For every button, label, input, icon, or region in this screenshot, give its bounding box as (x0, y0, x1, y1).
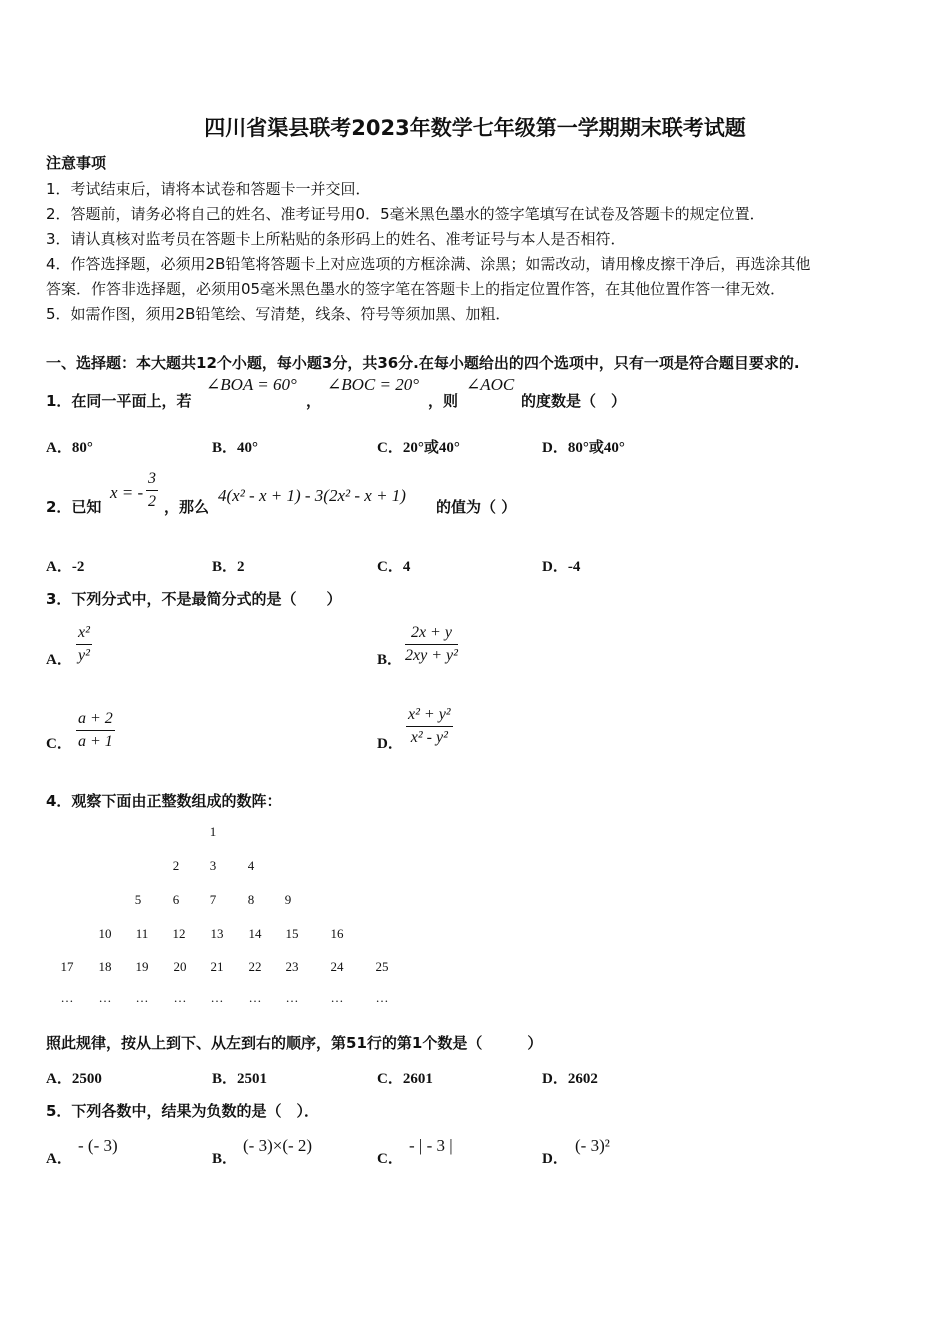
q5-expr-a: - (- 3) (78, 1136, 118, 1155)
q3-a-num: x² (76, 624, 92, 645)
page-title: 四川省渠县联考2023年数学七年级第一学期期末联考试题 (204, 116, 746, 140)
q3-label-a: A． (46, 652, 72, 668)
triangle-number: 11 (135, 926, 149, 941)
q5-label-d: D． (542, 1151, 568, 1167)
q5-expr-c: - | - 3 | (409, 1136, 453, 1155)
q3-fraction-a (76, 624, 92, 665)
triangle-number: 15 (285, 926, 299, 941)
q3-label-c: C． (46, 736, 72, 752)
q2-expression: 4(x² - x + 1) - 3(2x² - x + 1) (218, 486, 406, 505)
q3-d-den: x² - y² (410, 729, 448, 746)
triangle-number: 4 (247, 858, 255, 873)
q5-label-b: B． (212, 1151, 238, 1167)
triangle-number: 2 (172, 858, 180, 873)
q3-b-num: 2x + y (405, 624, 458, 645)
q2-option-c: C．4 (377, 559, 411, 575)
notice-item: 4．作答选择题，必须用2B铅笔将答题卡上对应选项的方框涂满、涂黑；如需改动，请用橡皮擦干净后，再选涂其他 (46, 255, 811, 273)
q3-a-den: y² (78, 647, 90, 664)
triangle-number: 21 (210, 959, 224, 974)
triangle-number: 22 (248, 959, 262, 974)
notice-item: 2．答题前，请务必将自己的姓名、准考证号用0．5毫米黑色墨水的签字笔填写在试卷及答题卡的规定位置． (46, 205, 765, 223)
q2-stem-part: 2．已知 (46, 498, 102, 516)
triangle-number: 5 (134, 892, 142, 907)
q3-stem: 3．下列分式中，不是最简分式的是（ ） (46, 590, 342, 608)
triangle-number: 24 (330, 959, 344, 974)
q1-angle-boc: ∠BOC = 20° (327, 375, 420, 394)
q5-label-a: A． (46, 1151, 72, 1167)
triangle-number: … (60, 990, 74, 1005)
q2-x-value: x = - (110, 483, 144, 502)
q3-fraction-d (406, 706, 453, 747)
q1-angle-boa: ∠BOA = 60° (206, 375, 297, 394)
triangle-number: 6 (172, 892, 180, 907)
notice-item: 1．考试结束后，请将本试卷和答题卡一并交回． (46, 180, 371, 198)
q3-label-d: D． (377, 736, 403, 752)
triangle-number: … (375, 990, 389, 1005)
q2-stem-part: 的值为（ ） (436, 498, 517, 516)
q1-angle-aoc: ∠AOC (466, 375, 515, 394)
q2-option-a: A．-2 (46, 559, 85, 575)
triangle-number: 19 (135, 959, 149, 974)
q4-option-b: B．2501 (212, 1071, 268, 1087)
triangle-number: 17 (60, 959, 74, 974)
q3-b-den: 2xy + y² (405, 647, 458, 664)
q1-option-b: B．40° (212, 440, 259, 456)
q4-option-a: A．2500 (46, 1071, 102, 1087)
triangle-number: … (248, 990, 262, 1005)
notice-item: 5．如需作图，须用2B铅笔绘、写清楚，线条、符号等须加黑、加粗． (46, 305, 511, 323)
q4-option-d: D．2602 (542, 1071, 598, 1087)
q1-option-d: D．80°或40° (542, 440, 625, 456)
triangle-number: 20 (173, 959, 187, 974)
triangle-number: … (98, 990, 112, 1005)
triangle-number: 10 (98, 926, 112, 941)
q2-fraction-num: 3 (146, 470, 158, 491)
q5-stem: 5．下列各数中，结果为负数的是（ ）． (46, 1102, 319, 1120)
q3-fraction-b (405, 624, 458, 665)
triangle-number: 9 (284, 892, 292, 907)
q2-fraction-den: 2 (148, 493, 156, 510)
triangle-number: 3 (209, 858, 217, 873)
triangle-number: 18 (98, 959, 112, 974)
section-heading: 一、选择题：本大题共12个小题，每小题3分，共36分.在每小题给出的四个选项中，只有一项是符合题目要求的. (46, 354, 800, 372)
q1-option-a: A．80° (46, 440, 93, 456)
triangle-number: 7 (209, 892, 217, 907)
q3-c-num: a + 2 (76, 710, 115, 731)
q4-question: 照此规律，按从上到下、从左到右的顺序，第51行的第1个数是（ ） (46, 1034, 543, 1052)
notice-item: 答案．作答非选择题，必须用05毫米黑色墨水的签字笔在答题卡上的指定位置作答，在其他位置作答一律无效． (46, 280, 786, 298)
q4-stem: 4．观察下面由正整数组成的数阵： (46, 792, 282, 810)
notice-item: 3．请认真核对监考员在答题卡上所粘贴的条形码上的姓名、准考证号与本人是否相符． (46, 230, 626, 248)
triangle-number: … (285, 990, 299, 1005)
q3-d-num: x² + y² (406, 706, 453, 727)
q1-option-c: C．20°或40° (377, 440, 460, 456)
q1-stem-part: ， (306, 392, 322, 410)
q3-label-b: B． (377, 652, 403, 668)
q5-label-c: C． (377, 1151, 403, 1167)
q3-c-den: a + 1 (78, 733, 113, 750)
q5-expr-d: (- 3)² (575, 1136, 610, 1155)
triangle-number: 25 (375, 959, 389, 974)
triangle-number: … (330, 990, 344, 1005)
triangle-number: 23 (285, 959, 299, 974)
triangle-number: 1 (209, 824, 217, 839)
q1-stem-part: ，则 (428, 392, 459, 410)
q1-stem-part: 的度数是（ ） (521, 392, 627, 410)
q2-fraction (146, 470, 158, 511)
triangle-number: … (173, 990, 187, 1005)
q2-option-b: B．2 (212, 559, 245, 575)
triangle-number: 13 (210, 926, 224, 941)
q3-fraction-c (76, 710, 115, 751)
triangle-number: … (210, 990, 224, 1005)
q2-option-d: D．-4 (542, 559, 581, 575)
triangle-number: 14 (248, 926, 262, 941)
triangle-number: 12 (172, 926, 186, 941)
q5-expr-b: (- 3)×(- 2) (243, 1136, 313, 1155)
q2-stem-part: ，那么 (164, 498, 210, 516)
triangle-number: … (135, 990, 149, 1005)
triangle-number: 16 (330, 926, 344, 941)
notice-heading: 注意事项 (46, 154, 107, 172)
q4-option-c: C．2601 (377, 1071, 433, 1087)
triangle-number: 8 (247, 892, 255, 907)
q1-stem-part: 1．在同一平面上，若 (46, 392, 192, 410)
